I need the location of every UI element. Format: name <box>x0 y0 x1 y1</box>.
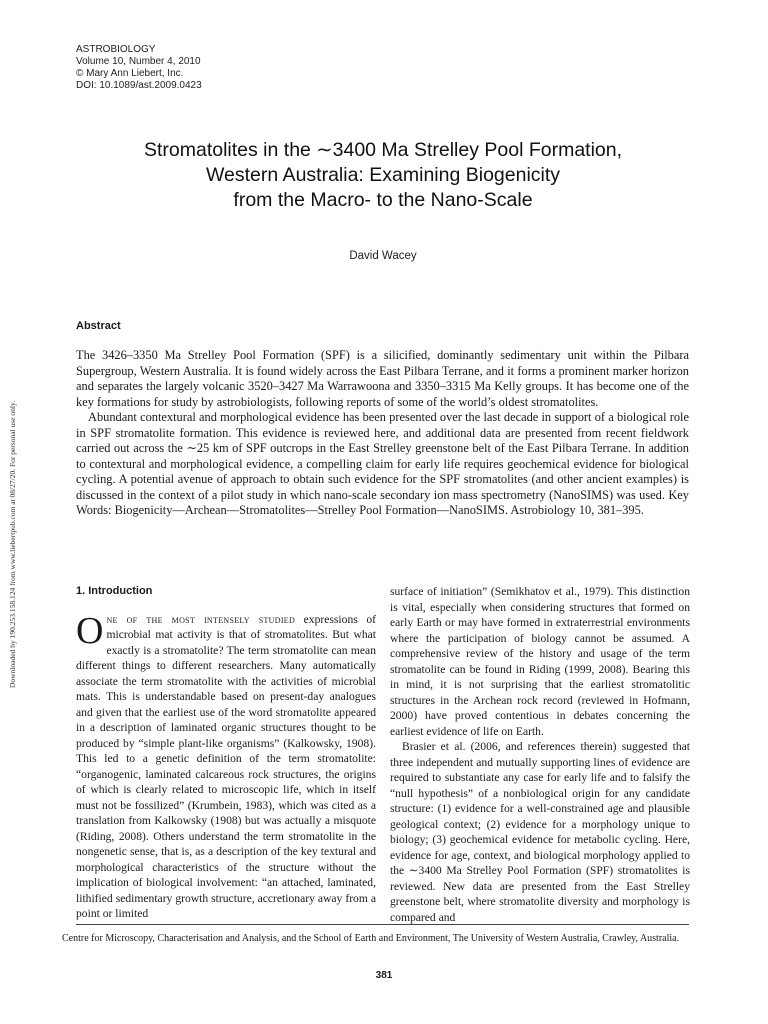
author-name: David Wacey <box>349 250 417 262</box>
intro-left-text: expressions of microbial mat activity is that of stromatolites. But what exactly is a stromatolite? The term stromatolite can mean different things to different researchers. Many automatically associate the term stromatolite with the activities of microbial mats. This is understandable based on present-day analogues and given that the earliest use of the word stromatolite appeared in a description of laminated organic structures thought to be produced by “simple plant-like organisms” (Kalkowsky, 1908). This led to a genetic definition of the term stromatolite: “organogenic, laminated calcareous rock structures, the origins of which is clearly related to microscopic life, which in itself must not be fossilized” (Krumbein, 1983), which was cited as a translation from Kalkowsky (1908) but was actually a misquote (Riding, 2008). Others understand the term stromatolite in the nongenetic sense, that is, as a description of the key textural and morphological characteristics of the structure without the implication of biological involvement: “an attached, laminated, lithified sedimentary growth structure, accretionary away from a point or limited <box>76 612 376 920</box>
copyright-line: © Mary Ann Liebert, Inc. <box>76 68 184 79</box>
doi-link[interactable]: DOI: 10.1089/ast.2009.0423 <box>76 80 202 91</box>
title-line-1: Stromatolites in the ∼3400 Ma Strelley Pool Formation, <box>143 139 623 161</box>
abstract-heading: Abstract <box>76 320 121 332</box>
journal-header <box>76 44 202 92</box>
drop-cap: O <box>76 609 104 652</box>
affiliation-footnote: Centre for Microscopy, Characterisation and Analysis, and the School of Earth and Environment, The University of Western Australia, Crawley, Australia. <box>62 933 680 944</box>
footnote-divider <box>76 924 689 925</box>
intro-right-paragraph-2: Brasier et al. (2006, and references therein) suggested that three independent and mutually supporting lines of evidence are required to substantiate any case for early life and to falsify the “null hypothesis” of a nonbiological origin for any candidate structure: (1) evidence for a well-constrained age and plausible geological context; (2) evidence for a morphology unique to biology; (3) geochemical evidence for metabolic cycling. Here, evidence for age, context, and biological morphology applied to the ∼3400 Ma Strelley Pool Formation (SPF) stromatolites is reviewed. New data are presented from the East Strelley greenstone belt, where stromatolite diversity and morphology is compared and <box>390 740 690 924</box>
download-watermark-text: Downloaded by 190.253.158.124 from www.liebertpub.com at 08/27/20. For personal use only. <box>8 400 17 688</box>
abstract-body <box>76 348 689 519</box>
title-line-2: Western Australia: Examining Biogenicity <box>205 164 561 186</box>
intro-right-paragraph-1: surface of initiation” (Semikhatov et al., 1979). This distinction is vital, especially when considering structures that formed on early Earth or may have formed in extraterrestrial environments where the participation of biology cannot be assumed. A comprehensive review of the history and usage of the term stromatolite can be found in Riding (1999, 2008). Bearing this in mind, it is not surprising that the earliest stromatolitic structures in the Archean rock record (reviewed in Hofmann, 2000) have proved contentious in debates concerning the earliest evidence of life on Earth. <box>390 585 690 738</box>
download-watermark <box>4 340 18 700</box>
title-line-3: from the Macro- to the Nano-Scale <box>233 189 533 211</box>
intro-paragraph-1 <box>76 609 376 922</box>
page-number: 381 <box>375 970 393 981</box>
journal-volume: Volume 10, Number 4, 2010 <box>76 56 201 67</box>
abstract-paragraph-2: Abundant contextural and morphological evidence has been presented over the last decade in support of a biological role in SPF stromatolite formation. This evidence is reviewed here, and additional data are presented from recent fieldwork carried out across the ∼25 km of SPF outcrops in the East Strelley greenstone belt of the East Pilbara Terrane. In addition to contextural and morphological evidence, a compelling claim for early life requires geochemical evidence for biological cycling. A potential avenue of approach to obtain such evidence for the SPF stromatolites (and other ancient examples) is discussed in the context of a pilot study in which nano-scale secondary ion mass spectrometry (NanoSIMS) was used. Key Words: Biogenicity—Archean—Stromatolites—Strelley Pool Formation—NanoSIMS. Astrobiology 10, 381–395. <box>76 410 689 517</box>
intro-smallcaps: ne of the most intensely studied <box>106 612 296 626</box>
left-column <box>76 584 376 922</box>
introduction-heading: 1. Introduction <box>76 585 153 597</box>
journal-name: ASTROBIOLOGY <box>76 44 156 55</box>
article-title <box>60 138 706 213</box>
abstract-paragraph-1: The 3426–3350 Ma Strelley Pool Formation (SPF) is a silicified, dominantly sedimentary unit within the Pilbara Supergroup, Western Australia. It is found widely across the East Pilbara Terrane, and it forms a prominent marker horizon and separates the largely volcanic 3520–3427 Ma Warrawoona and 3350–3315 Ma Kelly groups. It has become one of the key formations for study by astrobiologists, following reports of some of the world’s oldest stromatolites. <box>76 348 689 409</box>
right-column <box>390 584 690 925</box>
